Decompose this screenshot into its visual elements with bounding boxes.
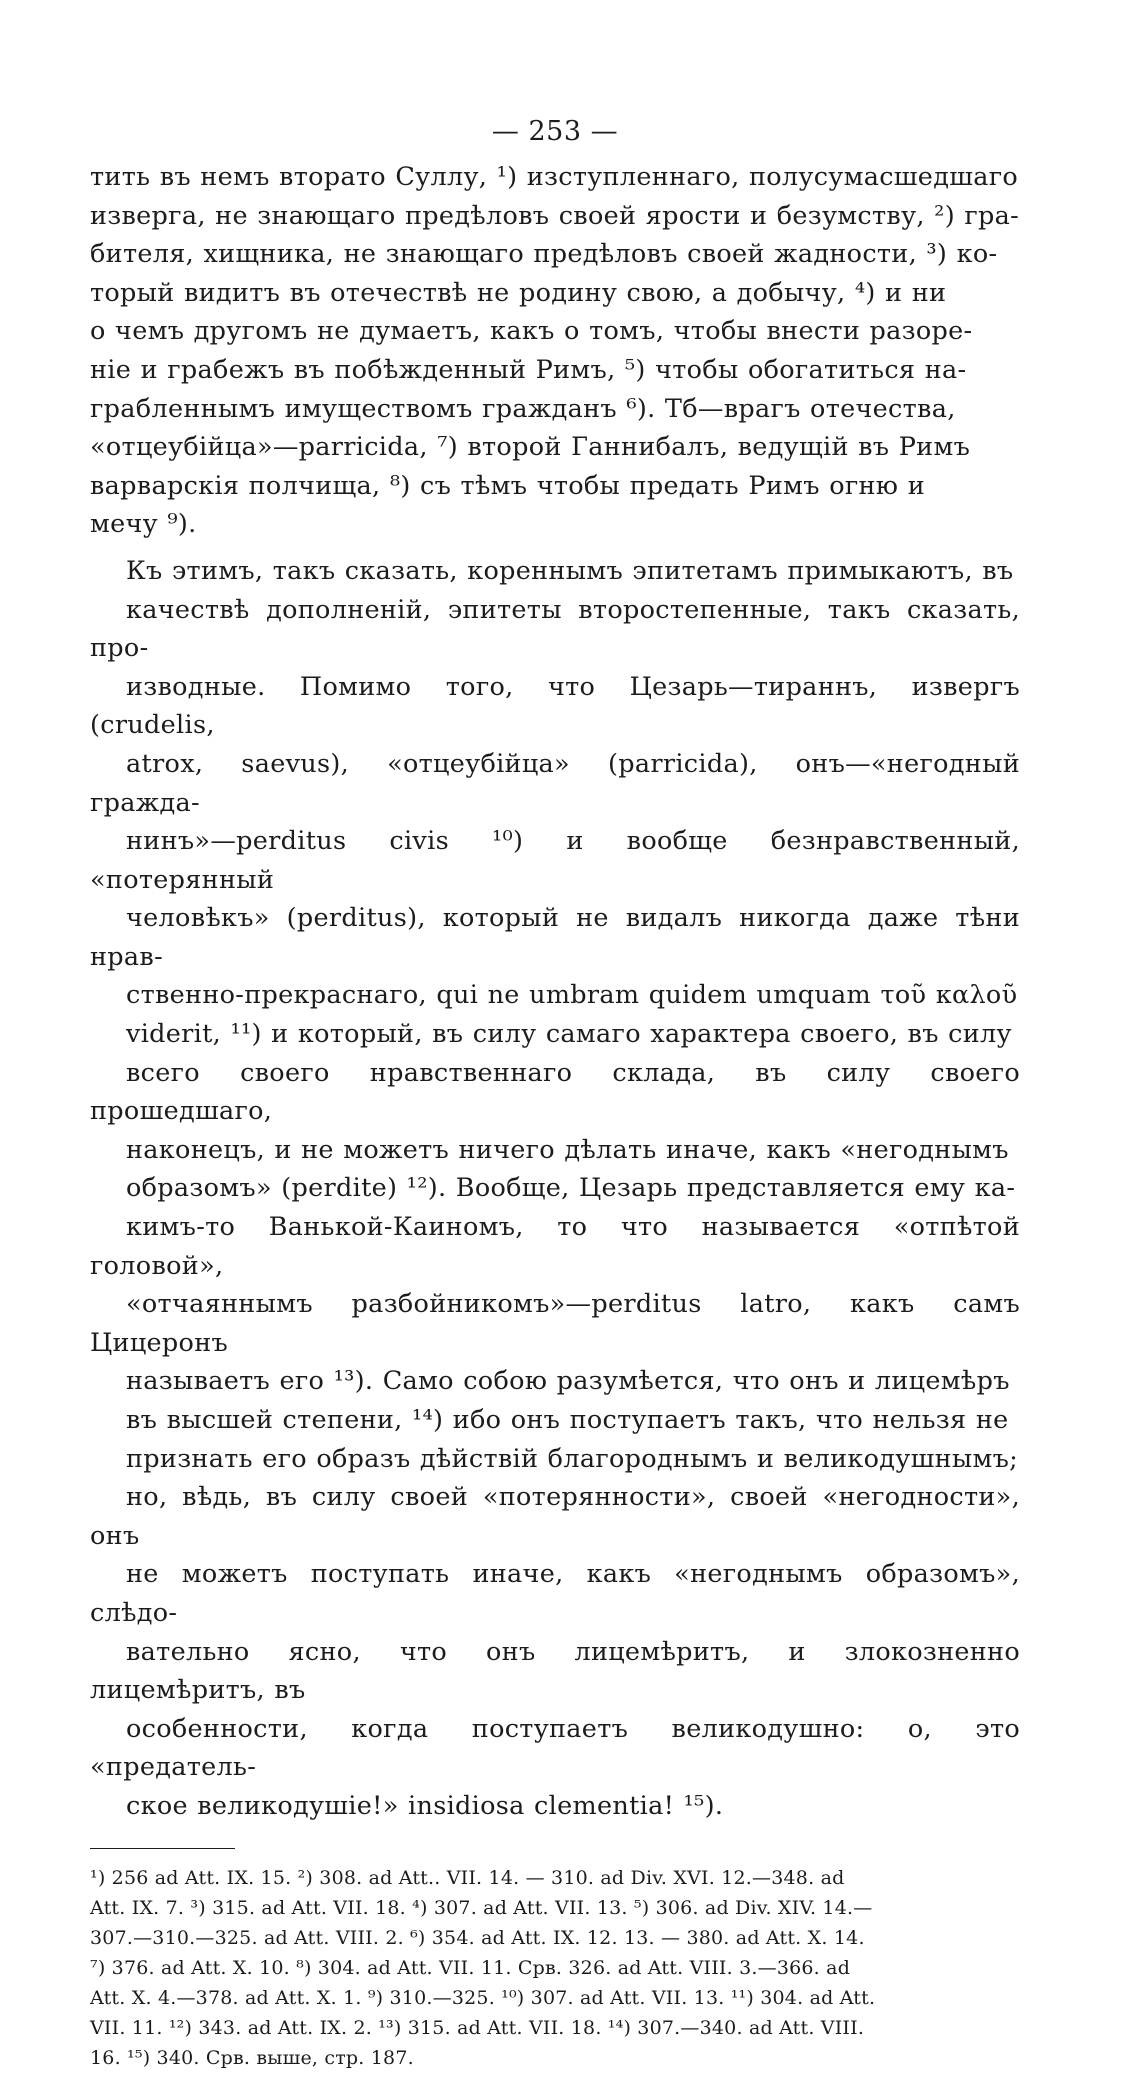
footnote-line: Att. IX. 7. ³) 315. ad Att. VII. 18. ⁴) 307. ad Att. VII. 13. ⁵) 306. ad Div. XIV. 14.— bbox=[90, 1896, 873, 1919]
text-line: Къ этимъ, такъ сказать, кореннымъ эпитетамъ примыкаютъ, въ bbox=[126, 555, 1014, 586]
text-line: вательно ясно, что онъ лицемѣритъ, и злокозненно лицемѣритъ, въ bbox=[90, 1636, 1020, 1706]
text-line: тить въ немъ вторато Суллу, ¹) изступленнаго, полусумасшедшаго bbox=[90, 162, 1019, 192]
page-number: — 253 — bbox=[491, 116, 619, 147]
text-line: но, вѣдь, въ силу своей «потерянности», своей «негодности», онъ bbox=[90, 1482, 1020, 1551]
footnote-divider bbox=[90, 1848, 235, 1849]
paragraph-2 bbox=[90, 552, 1020, 1826]
text-line: viderit, ¹¹) и который, въ силу самаго характера своего, въ силу bbox=[126, 1019, 1012, 1050]
footnote-line: VII. 11. ¹²) 343. ad Att. IX. 2. ¹³) 315. ad Att. VII. 18. ¹⁴) 307.—340. ad Att. VIII. bbox=[90, 2016, 865, 2039]
text-line: торый видитъ въ отечествѣ не родину свою, а добычу, ⁴) и ни bbox=[90, 277, 947, 308]
text-line: ніе и грабежъ въ побѣжденный Римъ, ⁵) чтобы обогатиться на- bbox=[90, 354, 967, 385]
text-line: «отцеубійца»—parricida, ⁷) второй Ганнибалъ, ведущій въ Римъ bbox=[90, 432, 971, 463]
text-line: кимъ-то Ванькой-Каиномъ, то что называется «отпѣтой головой», bbox=[90, 1212, 1020, 1281]
text-line: нинъ»—perditus civis ¹⁰) и вообще безнравственный, «потерянный bbox=[90, 826, 1020, 895]
text-line: наконецъ, и не можетъ ничего дѣлать иначе, какъ «негоднымъ bbox=[126, 1134, 1009, 1165]
text-line: ственно-прекраснаго, qui ne umbram quidem umquam τοῦ καλοῦ bbox=[126, 980, 1018, 1011]
footnote-line: ¹) 256 ad Att. IX. 15. ²) 308. ad Att.. VII. 14. — 310. ad Div. XVI. 12.—348. ad bbox=[90, 1866, 845, 1889]
text-line: грабленнымъ имуществомъ гражданъ ⁶). Тб—врагъ отечества, bbox=[90, 393, 956, 424]
text-line: качествѣ дополненій, эпитеты второстепенные, такъ сказать, про- bbox=[90, 594, 1020, 664]
text-line: не можетъ поступать иначе, какъ «негоднымъ образомъ», слѣдо- bbox=[90, 1559, 1020, 1628]
text-line: въ высшей степени, ¹⁴) ибо онъ поступаетъ такъ, что нельзя не bbox=[126, 1405, 1009, 1435]
text-line: изверга, не знающаго предѣловъ своей ярости и безумству, ²) гра- bbox=[90, 200, 1020, 231]
text-line: особенности, когда поступаетъ великодушно: о, это «предатель- bbox=[90, 1713, 1020, 1783]
text-line: мечу ⁹). bbox=[90, 509, 197, 540]
footnote-line: 307.—310.—325. ad Att. VIII. 2. ⁶) 354. ad Att. IX. 12. 13. — 380. ad Att. X. 14. bbox=[90, 1926, 865, 1949]
text-line: варварскія полчища, ⁸) съ тѣмъ чтобы предать Римъ огню и bbox=[90, 470, 926, 501]
text-line: человѣкъ» (perditus), который не видалъ никогда даже тѣни нрав- bbox=[90, 903, 1020, 972]
text-line: atrox, saevus), «отцеубійца» (parricida), онъ—«негодный гражда- bbox=[90, 748, 1020, 818]
text-line: образомъ» (perdite) ¹²). Вообще, Цезарь представляется ему ка- bbox=[126, 1173, 1016, 1204]
text-line: называетъ его ¹³). Само собою разумѣется, что онъ и лицемѣръ bbox=[126, 1366, 1010, 1397]
footnote-line: Att. X. 4.—378. ad Att. X. 1. ⁹) 310.—325. ¹⁰) 307. ad Att. VII. 13. ¹¹) 304. ad Att. bbox=[90, 1986, 876, 2009]
text-line: признать его образъ дѣйствій благороднымъ и великодушнымъ; bbox=[126, 1443, 1019, 1474]
text-line: бителя, хищника, не знающаго предѣловъ своей жадности, ³) ко- bbox=[90, 239, 998, 270]
text-line: «отчаяннымъ разбойникомъ»—perditus latro, какъ самъ Цицеронъ bbox=[90, 1289, 1020, 1358]
footnote-line: ⁷) 376. ad Att. X. 10. ⁸) 304. ad Att. VII. 11. Срв. 326. ad Att. VIII. 3.—366. ad bbox=[90, 1956, 851, 1979]
text-line: ское великодушіе!» insidiosa clementia! ¹⁵). bbox=[126, 1790, 724, 1821]
footnote-line: 16. ¹⁵) 340. Срв. выше, стр. 187. bbox=[90, 2046, 414, 2069]
book-page bbox=[90, 112, 1020, 2073]
text-line: изводные. Помимо того, что Цезарь—тираннъ, извергъ (crudelis, bbox=[90, 671, 1020, 741]
text-line: о чемъ другомъ не думаетъ, какъ о томъ, чтобы внести разоре- bbox=[90, 316, 973, 347]
paragraph-1 bbox=[90, 158, 1020, 544]
footnotes bbox=[90, 1863, 1020, 2073]
text-line: всего своего нравственнаго склада, въ силу своего прошедшаго, bbox=[90, 1057, 1020, 1127]
